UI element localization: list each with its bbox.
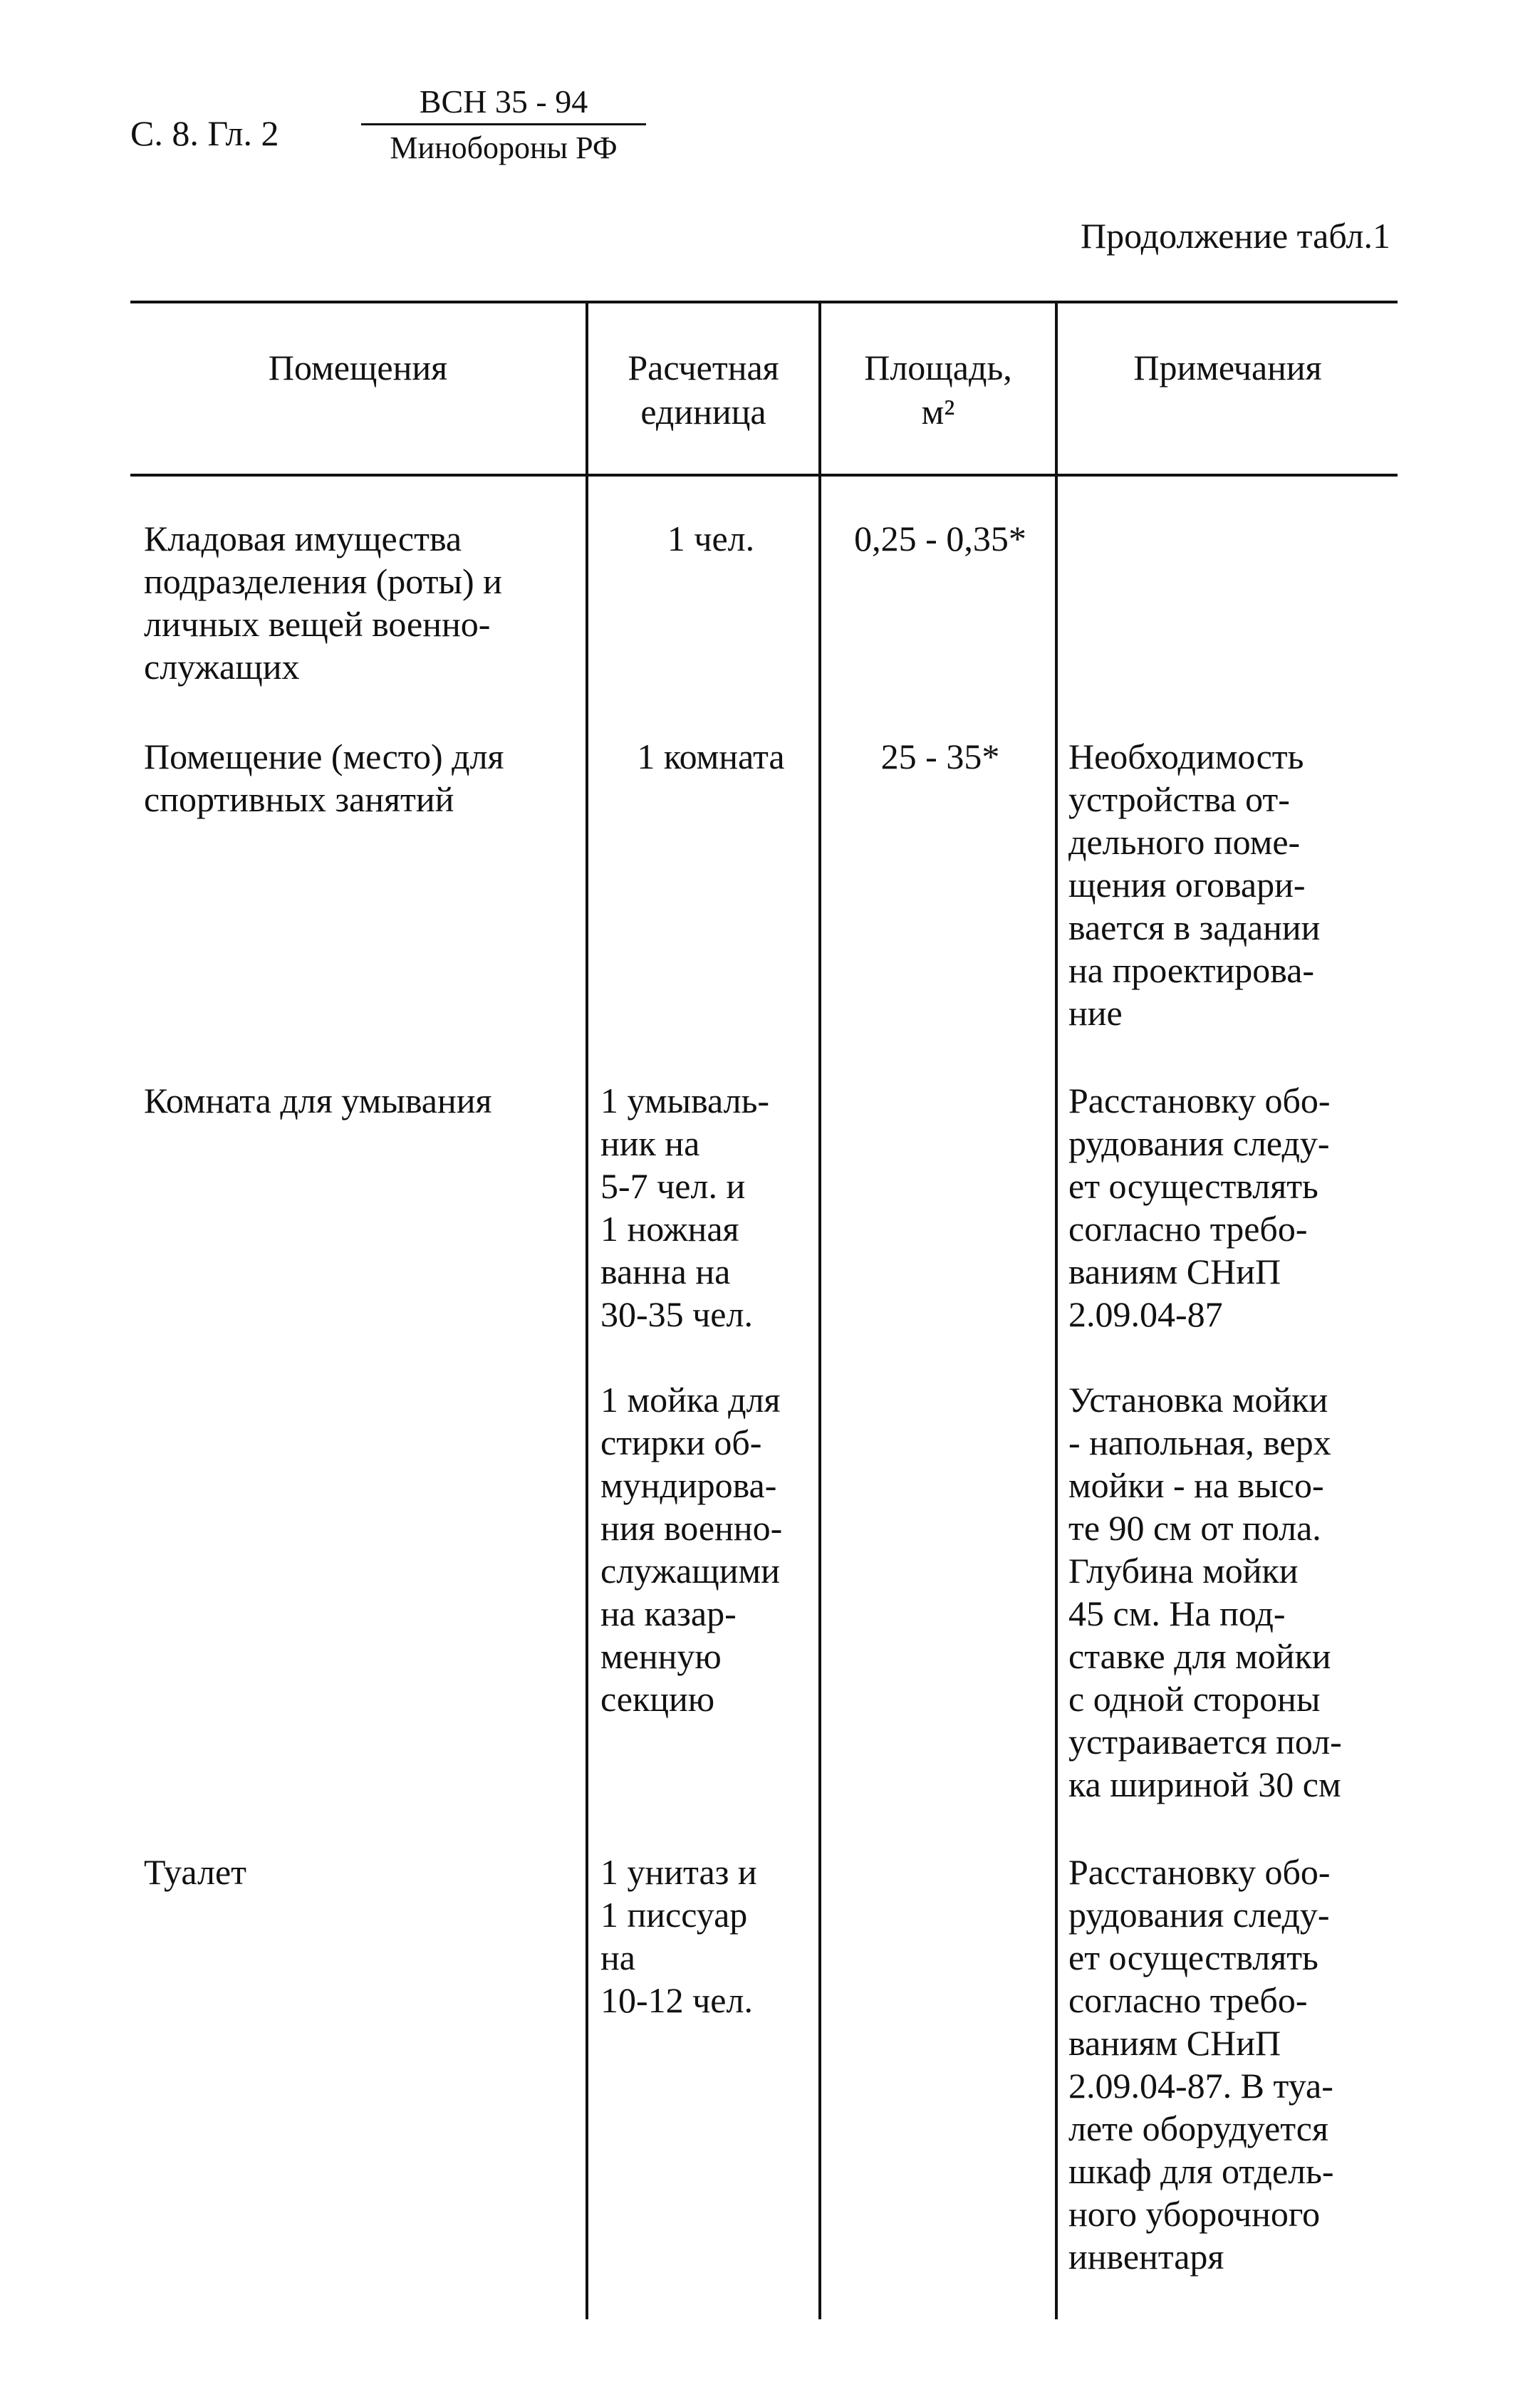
document-organization: Минобороны РФ bbox=[390, 130, 618, 165]
table-continuation-label: Продолжение табл.1 bbox=[1081, 216, 1390, 256]
table-row-2-area: 25 - 35* bbox=[880, 737, 1000, 776]
table-row-5-room: Туалет bbox=[144, 1852, 247, 1892]
document-code bbox=[361, 84, 646, 167]
page-reference: С. 8. Гл. 2 bbox=[130, 113, 279, 153]
table-row-1-unit: 1 чел. bbox=[667, 519, 755, 558]
document-number: ВСН 35 - 94 bbox=[361, 84, 646, 125]
table-row-4-notes: Установка мойки - напольная, верх мойки - на высо- те 90 см от пола. Глубина мойки 45 см. На под- ставке для мойки с одной стороны устраивается пол- ка шириной 30 см bbox=[1068, 1380, 1342, 1804]
table-row-3-notes: Расстановку обо- рудования следу- ет осуществлять согласно требо- ваниям СНиП 2.09.04-87 bbox=[1068, 1081, 1331, 1334]
column-header-notes: Примечания bbox=[1133, 348, 1322, 388]
column-divider-1 bbox=[586, 302, 588, 2319]
table-row-1-room: Кладовая имущества подразделения (роты) и личных вещей военно- служащих bbox=[144, 519, 502, 687]
table-header-rule bbox=[130, 474, 1398, 477]
column-header-unit: Расчетная единица bbox=[628, 348, 779, 432]
table-top-rule bbox=[130, 301, 1398, 303]
column-header-rooms: Помещения bbox=[268, 348, 448, 388]
table-row-2-notes: Необходимость устройства от- дельного поме- щения оговари- вается в задании на проектирова- ние bbox=[1068, 737, 1321, 1033]
table-row-3-unit: 1 умываль- ник на 5-7 чел. и 1 ножная ванна на 30-35 чел. bbox=[600, 1081, 770, 1334]
column-divider-3 bbox=[1055, 302, 1058, 2319]
table-row-5-unit: 1 унитаз и 1 писсуар на 10-12 чел. bbox=[600, 1852, 757, 2020]
table-row-1-area: 0,25 - 0,35* bbox=[854, 519, 1026, 558]
table-row-3-room: Комната для умывания bbox=[144, 1081, 492, 1120]
table-row-2-room: Помещение (место) для спортивных занятий bbox=[144, 737, 504, 819]
column-header-area: Площадь, м² bbox=[864, 348, 1012, 432]
table-row-4-unit: 1 мойка для стирки об- мундирова- ния военно- служащими на казар- менную секцию bbox=[600, 1380, 783, 1719]
table-row-5-notes: Расстановку обо- рудования следу- ет осуществлять согласно требо- ваниям СНиП 2.09.04-87. В туа- лете оборудуется шкаф для отдель- ного уборочного инвентаря bbox=[1068, 1852, 1334, 2277]
table-row-2-unit: 1 комната bbox=[637, 737, 785, 776]
